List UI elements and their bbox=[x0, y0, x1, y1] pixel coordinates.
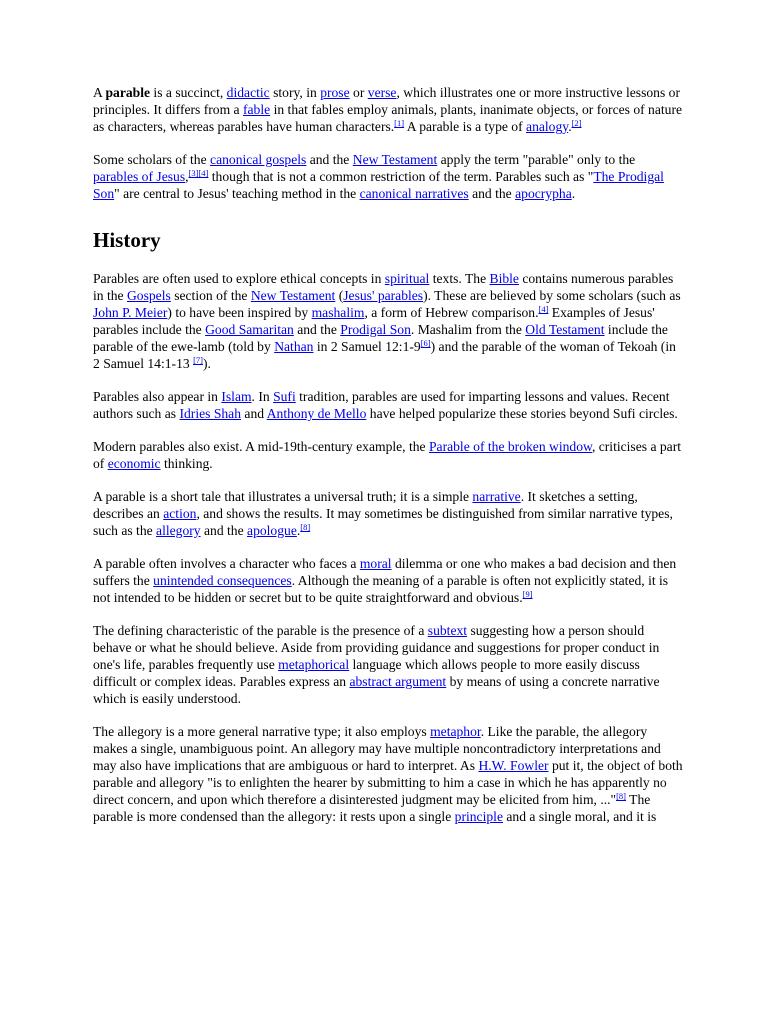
text-run: . It sketches a setting, describes an bbox=[93, 489, 638, 521]
text-run: ) and the parable of the woman of Tekoah (in 2 Samuel 14:1-13 bbox=[93, 339, 676, 371]
link-bible[interactable]: Bible bbox=[489, 271, 519, 286]
text-run: thinking. bbox=[160, 456, 213, 471]
text-run: ( bbox=[335, 288, 344, 303]
paragraph bbox=[93, 151, 683, 202]
text-run: ). These are believed by some scholars (such as bbox=[423, 288, 681, 303]
text-run: in that fables employ animals, plants, inanimate objects, or forces of nature as characters, whereas parables have human characters. bbox=[93, 102, 683, 134]
link-principle[interactable]: principle bbox=[454, 809, 503, 824]
bold-term: parable bbox=[105, 85, 151, 100]
link-unintended-consequences[interactable]: unintended consequences bbox=[153, 573, 292, 588]
link-islam[interactable]: Islam bbox=[221, 389, 252, 404]
link-verse[interactable]: verse bbox=[367, 85, 397, 100]
citation-ref bbox=[523, 589, 533, 599]
text-run: Modern parables also exist. A mid-19th-century example, the bbox=[93, 439, 429, 454]
citation-link[interactable]: [8] bbox=[300, 522, 311, 532]
citation-ref bbox=[193, 355, 203, 365]
link-nathan[interactable]: Nathan bbox=[274, 339, 314, 354]
text-run: apply the term "parable" only to the bbox=[437, 152, 636, 167]
paragraph bbox=[93, 438, 683, 472]
text-run: Parables are often used to explore ethical concepts in bbox=[93, 271, 385, 286]
citation-ref bbox=[538, 304, 548, 314]
citation-ref bbox=[421, 338, 431, 348]
text-run: , criticises a part of bbox=[93, 439, 682, 471]
link-canonical-narratives[interactable]: canonical narratives bbox=[359, 186, 469, 201]
text-run: and bbox=[241, 406, 267, 421]
text-run: in 2 Samuel 12:1-9 bbox=[313, 339, 421, 354]
link-moral[interactable]: moral bbox=[359, 556, 392, 571]
link-h-w-fowler[interactable]: H.W. Fowler bbox=[478, 758, 549, 773]
link-gospels[interactable]: Gospels bbox=[126, 288, 171, 303]
link-new-testament[interactable]: New Testament bbox=[250, 288, 336, 303]
text-run: . Like the parable, the allegory makes a single, unambiguous point. An allegory may have multiple noncontradictory interpretations and may also have implications that are ambiguous or hard to interpret. As bbox=[93, 724, 661, 773]
text-run: though that is not a common restriction of the term. Parables such as " bbox=[208, 169, 594, 184]
text-run: The defining characteristic of the parable is the presence of a bbox=[93, 623, 428, 638]
text-run: and the bbox=[293, 322, 341, 337]
citation-link[interactable]: [1] bbox=[394, 118, 405, 128]
link-metaphorical[interactable]: metaphorical bbox=[278, 657, 350, 672]
section-heading-history: History bbox=[93, 228, 161, 252]
link-apologue[interactable]: apologue bbox=[247, 523, 297, 538]
paragraph bbox=[93, 388, 683, 422]
text-run: and the bbox=[306, 152, 353, 167]
text-run: A parable is a type of bbox=[404, 119, 527, 134]
link-fable[interactable]: fable bbox=[243, 102, 271, 117]
link-the-prodigal-son[interactable]: The Prodigal Son bbox=[93, 169, 664, 201]
text-run: . bbox=[568, 119, 572, 134]
paragraph bbox=[93, 270, 683, 372]
paragraph bbox=[93, 555, 683, 606]
link-didactic[interactable]: didactic bbox=[226, 85, 270, 100]
link-abstract-argument[interactable]: abstract argument bbox=[349, 674, 447, 689]
citation-ref bbox=[300, 522, 310, 532]
text-run: tradition, parables are used for imparting lessons and values. Recent authors such as bbox=[93, 389, 670, 421]
citation-link[interactable]: [6] bbox=[420, 338, 431, 348]
text-run: by means of using a concrete narrative which is easily understood. bbox=[93, 674, 660, 706]
link-sufi[interactable]: Sufi bbox=[273, 389, 296, 404]
text-run: include the parable of the ewe-lamb (told by bbox=[93, 322, 668, 354]
link-prose[interactable]: prose bbox=[320, 85, 350, 100]
paragraph bbox=[93, 488, 683, 539]
link-old-testament[interactable]: Old Testament bbox=[525, 322, 605, 337]
link-subtext[interactable]: subtext bbox=[427, 623, 468, 638]
citation-link[interactable]: [2] bbox=[571, 118, 582, 128]
text-run: contains numerous parables in the bbox=[93, 271, 674, 303]
link-john-p-meier[interactable]: John P. Meier bbox=[93, 305, 168, 320]
link-canonical-gospels[interactable]: canonical gospels bbox=[210, 152, 307, 167]
text-run: , bbox=[185, 169, 189, 184]
link-prodigal-son[interactable]: Prodigal Son bbox=[340, 322, 411, 337]
text-run: A parable often involves a character who faces a bbox=[93, 556, 360, 571]
citation-link[interactable]: [3][4] bbox=[188, 168, 209, 178]
text-run: and a single moral, and it is bbox=[502, 809, 657, 824]
paragraph bbox=[93, 622, 683, 707]
link-new-testament[interactable]: New Testament bbox=[352, 152, 438, 167]
text-run: A parable is a short tale that illustrates a universal truth; it is a simple bbox=[93, 489, 473, 504]
link-allegory[interactable]: allegory bbox=[156, 523, 201, 538]
paragraph bbox=[93, 723, 683, 825]
text-run: . bbox=[571, 186, 576, 201]
text-run: ). bbox=[202, 356, 211, 371]
text-run: dilemma or one who makes a bad decision and then suffers the bbox=[93, 556, 677, 588]
link-metaphor[interactable]: metaphor bbox=[430, 724, 481, 739]
link-mashalim[interactable]: mashalim bbox=[311, 305, 365, 320]
link-jesus-parables[interactable]: Jesus' parables bbox=[343, 288, 424, 303]
link-action[interactable]: action bbox=[163, 506, 197, 521]
link-anthony-de-mello[interactable]: Anthony de Mello bbox=[266, 406, 367, 421]
link-spiritual[interactable]: spiritual bbox=[384, 271, 430, 286]
text-run: is a succinct, bbox=[150, 85, 227, 100]
text-run: have helped popularize these stories beyond Sufi circles. bbox=[366, 406, 678, 421]
text-run: , which illustrates one or more instructive lessons or principles. It differs from a bbox=[93, 85, 680, 117]
article-body bbox=[93, 84, 683, 841]
text-run: story, in bbox=[269, 85, 321, 100]
text-run: and the bbox=[468, 186, 516, 201]
link-narrative[interactable]: narrative bbox=[472, 489, 521, 504]
text-run: suggesting how a person should behave or what he should believe. Aside from providing guidance and suggestions for proper conduct in one's life, parables frequently use bbox=[93, 623, 660, 672]
text-run: The parable is more condensed than the allegory: it rests upon a single bbox=[93, 792, 651, 824]
link-parables-of-jesus[interactable]: parables of Jesus bbox=[93, 169, 186, 184]
citation-ref bbox=[394, 118, 404, 128]
link-economic[interactable]: economic bbox=[107, 456, 161, 471]
citation-link[interactable]: [4] bbox=[538, 304, 549, 314]
citation-ref bbox=[189, 168, 209, 178]
citation-link[interactable]: [7] bbox=[193, 355, 203, 365]
text-run: texts. The bbox=[429, 271, 490, 286]
text-run: . bbox=[296, 523, 301, 538]
citation-link[interactable]: [9] bbox=[522, 589, 533, 599]
text-run: A bbox=[93, 85, 106, 100]
link-parable-of-the-broken-window[interactable]: Parable of the broken window bbox=[428, 439, 592, 454]
citation-link[interactable]: [8] bbox=[616, 791, 626, 801]
text-run: . In bbox=[251, 389, 274, 404]
text-run: " are central to Jesus' teaching method in the bbox=[114, 186, 360, 201]
text-run: , and shows the results. It may sometimes be distinguished from similar narrative types, such as the bbox=[93, 506, 673, 538]
text-run: section of the bbox=[170, 288, 251, 303]
paragraph bbox=[93, 84, 683, 135]
link-apocrypha[interactable]: apocrypha bbox=[515, 186, 572, 201]
text-run: Parables also appear in bbox=[93, 389, 222, 404]
text-run: and the bbox=[200, 523, 248, 538]
text-run: ) to have been inspired by bbox=[167, 305, 312, 320]
link-idries-shah[interactable]: Idries Shah bbox=[179, 406, 242, 421]
text-run: language which allows people to more easily discuss difficult or complex ideas. Parables express an bbox=[93, 657, 640, 689]
link-good-samaritan[interactable]: Good Samaritan bbox=[205, 322, 294, 337]
text-run: put it, the object of both parable and allegory "is to enlighten the hearer by submitting to him a case in which he has apparently no direct concern, and upon which therefore a disinterested judgment may be elicited from him, ..." bbox=[93, 758, 683, 807]
text-run: Some scholars of the bbox=[93, 152, 211, 167]
citation-ref bbox=[616, 791, 626, 801]
citation-ref bbox=[572, 118, 582, 128]
text-run: , a form of Hebrew comparison. bbox=[364, 305, 539, 320]
text-run: . Although the meaning of a parable is often not explicitly stated, it is not intended to be hidden or secret but to be quite straightforward and obvious. bbox=[93, 573, 669, 605]
link-analogy[interactable]: analogy bbox=[526, 119, 569, 134]
text-run: . Mashalim from the bbox=[410, 322, 526, 337]
text-run: or bbox=[349, 85, 368, 100]
text-run: The allegory is a more general narrative type; it also employs bbox=[93, 724, 431, 739]
text-run: Examples of Jesus' parables include the bbox=[93, 305, 655, 337]
